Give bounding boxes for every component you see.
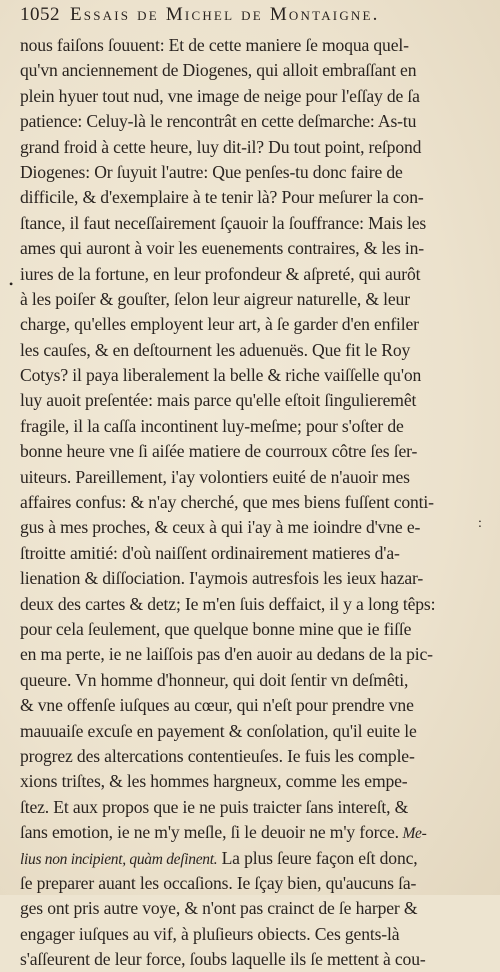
text-line: plein hyuer tout nud, vne image de neige pour l'eſſay de ſa <box>20 85 420 106</box>
text-line-with-italic <box>20 820 480 845</box>
text-line: deux des cartes & detz; Ie m'en ſuis deffaict, il y a long têps: <box>20 593 436 614</box>
text-line: patience: Celuy-là le rencontrât en cette deſmarche: As-tu <box>20 111 417 132</box>
text-line: s'aſſeurent de leur force, ſoubs laquelle ils ſe mettent à cou- <box>20 949 426 970</box>
text-span: La plus ſeure façon eſt donc, <box>221 847 418 868</box>
text-line: les cauſes, & en deſtournent les aduenuës. Que fit le Roy <box>20 339 411 360</box>
text-line: luy auoit preſentée: mais parce qu'elle eſtoit ſingulieremêt <box>20 390 417 411</box>
body-text <box>20 33 480 972</box>
text-line: bonne heure vne ſi aiſée matiere de courroux côtre ſes ſer- <box>20 441 418 462</box>
text-line: grand froid à cette heure, luy dit-il? Du tout point, reſpond <box>20 136 422 157</box>
text-line: engager iuſques au vif, à pluſieurs obiects. Ces gents-là <box>20 923 400 944</box>
text-line: ſe preparer auant les occaſions. Ie ſçay bien, qu'aucuns ſa- <box>20 872 417 893</box>
text-line: gus à mes proches, & ceux à qui i'ay à me ioindre d'vne e- <box>20 517 421 538</box>
text-line: ames qui auront à voir les euenements contraires, & les in- <box>20 238 424 259</box>
text-line: qu'vn anciennement de Diogenes, qui alloit embraſſant en <box>20 60 417 81</box>
text-line: en ma perte, ie ne laiſſois pas d'en auoir au dedans de la pic- <box>20 644 433 665</box>
text-line: & vne offenſe iuſques au cœur, qui n'eſt pour prendre vne <box>20 695 414 716</box>
text-line: Diogenes: Or ſuyuit l'autre: Que penſes-tu donc faire de <box>20 161 403 182</box>
text-line: affaires confus: & n'ay cherché, que mes biens fuſſent conti- <box>20 492 434 513</box>
text-line: charge, qu'elles employent leur art, à ſe garder d'en enfiler <box>20 314 419 335</box>
text-span: ſans emotion, ie ne m'y meſle, ſi le deuoir ne m'y force. <box>20 822 399 843</box>
text-line: à les poiſer & gouſter, ſelon leur aigreur naturelle, & leur <box>20 288 410 309</box>
text-line: queure. Vn homme d'honneur, qui doit ſentir vn deſmêti, <box>20 669 409 690</box>
text-line: lienation & diſſociation. I'aymois autresfois les ieux hazar- <box>20 568 424 589</box>
text-line: ſtroitte amitié: d'où naiſſent ordinairement matieres d'a- <box>20 542 400 563</box>
text-line-with-italic <box>20 846 480 871</box>
text-line: uiteurs. Pareillement, i'ay volontiers euité de n'auoir mes <box>20 466 410 487</box>
latin-quote-end: lius non incipient, quàm deſinent. <box>20 850 218 868</box>
margin-bullet: • <box>9 277 14 291</box>
text-line: progrez des altercations contentieuſes. Ie fuis les comple- <box>20 745 415 766</box>
text-line: ſtez. Et aux propos que ie ne puis traicter ſans intereſt, & <box>20 796 409 817</box>
text-line: nous faiſons ſouuent: Et de cette maniere ſe moqua quel- <box>20 35 409 55</box>
latin-quote-start: Me- <box>398 825 427 843</box>
text-line: Cotys? il paya liberalement la belle & riche vaiſſelle qu'on <box>20 365 422 386</box>
text-line: xions triſtes, & les hommes hargneux, comme les empe- <box>20 771 408 792</box>
text-line: fragile, il la caſſa incontinent luy-meſme; pour s'oſter de <box>20 415 404 436</box>
text-line: ſtance, il faut neceſſairement ſçauoir la ſouffrance: Mais les <box>20 212 427 233</box>
running-head: Essais de Michel de Montaigne. <box>70 4 380 25</box>
text-line: difficile, & d'exemplaire à te tenir là? Pour meſurer la con- <box>20 187 424 208</box>
text-line: pour cela ſeulement, que quelque bonne mine que ie fiſſe <box>20 618 412 639</box>
page-number: 1052 <box>20 4 60 25</box>
text-line: mauuaiſe excuſe en payement & conſolation, qu'il euite le <box>20 720 417 741</box>
text-line: iures de la fortune, en leur profondeur & aſpreté, qui aurôt <box>20 263 421 284</box>
margin-mark: : <box>478 516 482 531</box>
text-line: ges ont pris autre voye, & n'ont pas crainct de ſe harper & <box>20 898 418 919</box>
page-header <box>20 4 490 36</box>
